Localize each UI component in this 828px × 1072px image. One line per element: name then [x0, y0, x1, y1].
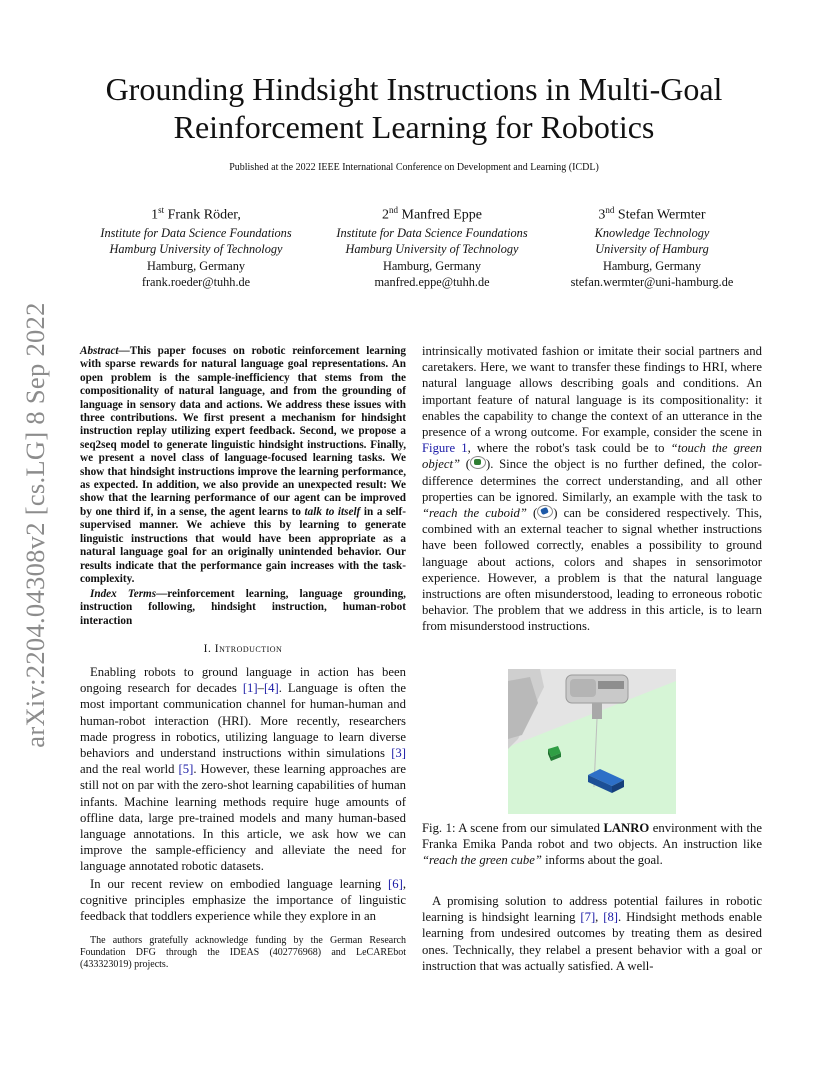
footnote: The authors gratefully acknowledge funding by the German Research Foundation DFG through the IDEAS (402776968) and LeCAREbot (433323019) projects.	[80, 935, 406, 970]
author-1-aff2: Hamburg University of Technology	[109, 242, 283, 257]
citation-link[interactable]: [6]	[388, 876, 403, 891]
figure-1-caption: Fig. 1: A scene from our simulated LANRO environment with the Franka Emika Panda robot and two objects. An instruction like “reach the green cube” informs about the goal.	[422, 821, 762, 868]
citation-link[interactable]: [7]	[580, 910, 596, 925]
quote-reach-cuboid: “reach the cuboid”	[422, 506, 527, 521]
env-name: LANRO	[603, 821, 650, 835]
author-2-aff2: Hamburg University of Technology	[345, 242, 519, 257]
citation-link[interactable]: [3]	[391, 746, 406, 761]
author-3-aff2: University of Hamburg	[595, 242, 709, 257]
index-terms-lead: Index Terms	[90, 588, 157, 600]
figure-link[interactable]: Figure 1	[422, 441, 468, 456]
citation-link[interactable]: [4]	[263, 681, 279, 696]
citation-link[interactable]: [1]	[242, 681, 258, 696]
figure-1-scene	[508, 669, 676, 814]
right-paragraph-2: A promising solution to address potential failures in robotic learning is hindsight learning [7], [8]. Hindsight methods enable learning from undesired outcomes by treating them as desired ones. Technically, they relabel a present behavior with a goal or instruction that was actually satisfied. A well-	[422, 894, 763, 973]
right-paragraph-1: intrinsically motivated fashion or imitate their social partners and caretakers. Here, we want to transfer these findings to HRI, where natural language allows describing goals and conditions. An important feature of natural language is its compositionality: it enables the capability to change the context of an utterance in the presence of a wrong outcome. For example, consider the scene in Figure 1, where the robot's task could be to “touch the green object” ( ). Since the object is no further defined, the color-difference determines the correct understanding, and all other properties can be ignored. Similarly, an example with the task to “reach the cuboid” ( ) can be considered respectively. This, combined with an external teacher to signal whether instructions have been followed correctly, enables a possibility to ground language about actions, colors and shapes in sensorimotor experience. However, a problem is that the natural language instructions are often misunderstood, leading to erroneous robotic behavior. The problem that we address in this article, is to learn from misunderstood instructions.	[422, 344, 762, 634]
robot-scene-image	[508, 669, 676, 814]
author-3: 3nd Stefan Wermter Knowledge Technology University of Hamburg Hamburg, Germany stefan.wermter@uni-hamburg.de	[527, 201, 777, 291]
blue-cuboid-icon	[537, 505, 553, 518]
author-2-name: Manfred Eppe	[401, 207, 482, 223]
author-3-name: Stefan Wermter	[617, 207, 706, 223]
title-line-2: Reinforcement Learning for Robotics	[173, 109, 655, 145]
citation-link[interactable]: [5]	[178, 762, 194, 777]
author-2-aff1: Institute for Data Science Foundations	[336, 225, 528, 240]
arxiv-watermark: arXiv:2204.04308v2 [cs.LG] 8 Sep 2022	[20, 302, 50, 748]
author-2-email: manfred.eppe@tuhh.de	[374, 275, 490, 290]
intro-paragraph-1: Enabling robots to ground language in action has been ongoing research for decades [1]–[4]. Language is often the most important communication channel for human-human and human-robot interaction (HRI). More recently, researchers made progress in robotics, utilizing language to learn diverse behaviors and understand instructions within simulations [3] and the real world [5]. However, these learning approaches are still not on par with the zero-shot learning capabilities of human infants. Machine learning methods require huge amounts of offline data, large pre-trained models and many human-based language annotations. In this article, we ask how we can improve the sample-efficiency and alleviate the need for language annotated robotic datasets.	[80, 665, 406, 874]
author-1-email: frank.roeder@tuhh.de	[141, 275, 251, 290]
author-1-city: Hamburg, Germany	[146, 258, 246, 273]
abstract-emphasis: talk to itself	[304, 505, 361, 518]
author-2-city: Hamburg, Germany	[382, 258, 482, 273]
introduction-text	[80, 664, 406, 924]
abstract: Abstract—This paper focuses on robotic reinforcement learning with sparse rewards for natural language goal representations. An open problem is the sample-inefficiency that stems from the compositionality of natural language, and from the grounding of language in sensory data and actions. We address these issues with three contributions. We first present a mechanism for hindsight instruction replay utilizing expert feedback. Second, we propose a seq2seq model to generate linguistic hindsight instructions. Finally, we present a novel class of language-focused learning tasks. We show that hindsight instructions improve the learning performance, as expected. In addition, we also provide an unexpected result: We show that the learning performance of our agent can be improved by one third if, in a sense, the agent learns to talk to itself in a self-supervised manner. We achieve this by learning to generate linguistic instructions that would have been appropriate as a natural language goal for an originally unintended behavior. Our results indicate that the performance gain increases with the task-complexity.	[80, 345, 406, 585]
author-1: 1st Frank Röder, Institute for Data Science Foundations Hamburg University of Technology Hamburg, Germany frank.roeder@tuhh.de	[71, 201, 321, 291]
index-terms: Index Terms—reinforcement learning, language grounding, instruction following, hindsight instruction, human-robot interaction	[80, 588, 406, 627]
publication-note: Published at the 2022 IEEE International Conference on Development and Learning (ICDL)	[229, 162, 599, 173]
author-3-aff1: Knowledge Technology	[594, 225, 710, 240]
author-3-city: Hamburg, Germany	[602, 258, 702, 273]
section-heading: I. Introduction	[203, 643, 283, 655]
author-2: 2nd Manfred Eppe Institute for Data Science Foundations Hamburg University of Technology Hamburg, Germany manfred.eppe@tuhh.de	[307, 201, 557, 291]
quote-touch-green: “touch the green object”	[422, 441, 762, 472]
paper-title	[0, 70, 828, 146]
citation-link[interactable]: [8]	[603, 910, 619, 925]
abstract-lead: Abstract	[80, 345, 119, 357]
author-1-aff1: Institute for Data Science Foundations	[100, 225, 292, 240]
author-1-name: Frank Röder,	[167, 207, 241, 223]
green-cube-icon	[470, 456, 486, 469]
right-column-text	[422, 343, 762, 635]
intro-paragraph-2: In our recent review on embodied language learning [6], cognitive principles emphasize the importance of linguistic feedback that toddlers experience while they explore in an	[80, 876, 406, 924]
author-3-email: stefan.wermter@uni-hamburg.de	[570, 275, 734, 290]
title-line-1: Grounding Hindsight Instructions in Multi-Goal	[105, 71, 723, 107]
